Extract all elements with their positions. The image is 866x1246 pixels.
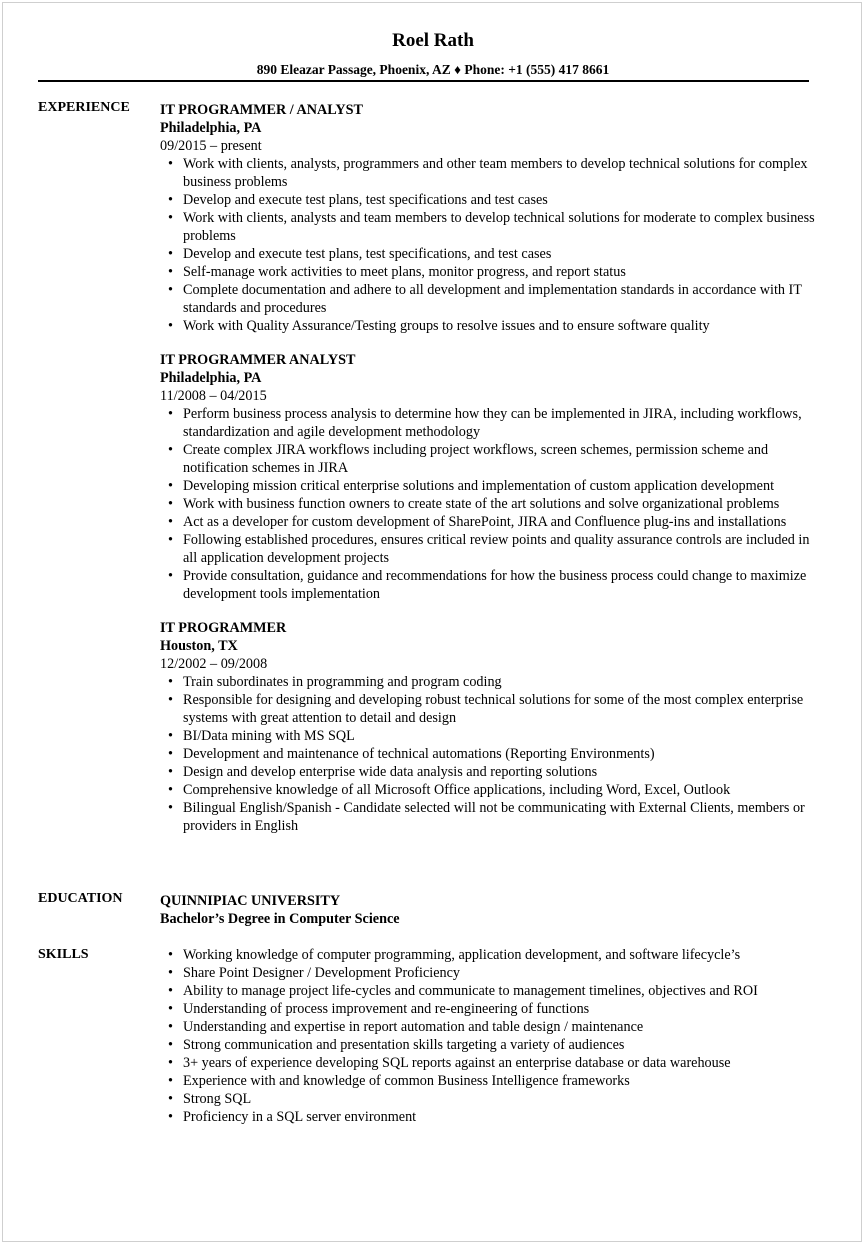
skill-item: • Ability to manage project life-cycles and communicate to management timelines, objectives and ROI <box>160 982 820 1000</box>
header-divider <box>38 80 809 82</box>
duty-item: • Develop and execute test plans, test specifications and test cases <box>160 191 820 209</box>
job-dates: 09/2015 – present <box>160 138 262 154</box>
skill-item: • Working knowledge of computer programming, application development, and software lifecycle’s <box>160 946 820 964</box>
skill-item: • Strong SQL <box>160 1090 820 1108</box>
skill-item: • Proficiency in a SQL server environment <box>160 1108 820 1126</box>
job-title: IT PROGRAMMER <box>160 620 287 636</box>
duty-item: • Complete documentation and adhere to all development and implementation standards in accordance with IT standards and procedures <box>160 281 820 317</box>
duty-item: • Act as a developer for custom development of SharePoint, JIRA and Confluence plug-ins and installations <box>160 513 820 531</box>
duty-item: • Developing mission critical enterprise solutions and implementation of custom application development <box>160 477 820 495</box>
duty-item: • Bilingual English/Spanish - Candidate selected will not be communicating with External Clients, members or providers in English <box>160 799 820 835</box>
experience-section <box>160 101 820 835</box>
school-name: QUINNIPIAC UNIVERSITY <box>160 893 341 909</box>
job-dates: 12/2002 – 09/2008 <box>160 656 268 672</box>
duty-item: • Work with clients, analysts and team members to develop technical solutions for moderate to complex business problems <box>160 209 820 245</box>
skill-item: • Strong communication and presentation skills targeting a variety of audiences <box>160 1036 820 1054</box>
duty-item: • Development and maintenance of technical automations (Reporting Environments) <box>160 745 820 763</box>
duty-item: • Comprehensive knowledge of all Microsoft Office applications, including Word, Excel, Outlook <box>160 781 820 799</box>
job-entry <box>160 351 820 603</box>
skill-item: • Experience with and knowledge of common Business Intelligence frameworks <box>160 1072 820 1090</box>
experience-heading: EXPERIENCE <box>38 100 130 115</box>
skills-section <box>160 946 820 1126</box>
duty-item: • Responsible for designing and developing robust technical solutions for some of the most complex enterprise systems with great attention to detail and design <box>160 691 820 727</box>
skill-item: • Understanding and expertise in report automation and table design / maintenance <box>160 1018 820 1036</box>
job-duties <box>160 673 820 835</box>
job-title: IT PROGRAMMER / ANALYST <box>160 102 363 118</box>
duty-item: • Perform business process analysis to determine how they can be implemented in JIRA, including workflows, standardization and agile development methodology <box>160 405 820 441</box>
duty-item: • Train subordinates in programming and program coding <box>160 673 820 691</box>
skills-list <box>160 946 820 1126</box>
duty-item: • Work with Quality Assurance/Testing groups to resolve issues and to ensure software quality <box>160 317 820 335</box>
job-entry <box>160 619 820 835</box>
duty-item: • Provide consultation, guidance and recommendations for how the business process could change to maximize development tools implementation <box>160 567 820 603</box>
duty-item: • Self-manage work activities to meet plans, monitor progress, and report status <box>160 263 820 281</box>
duty-item: • Work with business function owners to create state of the art solutions and solve organizational problems <box>160 495 820 513</box>
duty-item: • Work with clients, analysts, programmers and other team members to develop technical solutions for complex business problems <box>160 155 820 191</box>
job-location: Philadelphia, PA <box>160 120 262 136</box>
duty-item: • Develop and execute test plans, test specifications, and test cases <box>160 245 820 263</box>
skill-item: • Share Point Designer / Development Proficiency <box>160 964 820 982</box>
skills-heading: SKILLS <box>38 947 89 962</box>
job-location: Houston, TX <box>160 638 238 654</box>
education-heading: EDUCATION <box>38 891 123 906</box>
job-title: IT PROGRAMMER ANALYST <box>160 352 356 368</box>
contact-line: 890 Eleazar Passage, Phoenix, AZ ♦ Phone: +1 (555) 417 8661 <box>256 62 610 77</box>
skill-item: • Understanding of process improvement and re-engineering of functions <box>160 1000 820 1018</box>
job-duties <box>160 405 820 603</box>
candidate-name: Roel Rath <box>392 30 474 51</box>
job-location: Philadelphia, PA <box>160 370 262 386</box>
duty-item: • Design and develop enterprise wide data analysis and reporting solutions <box>160 763 820 781</box>
duty-item: • Create complex JIRA workflows including project workflows, screen schemes, permission scheme and notification schemes in JIRA <box>160 441 820 477</box>
skill-item: • 3+ years of experience developing SQL reports against an enterprise database or data warehouse <box>160 1054 820 1072</box>
degree: Bachelor’s Degree in Computer Science <box>160 911 400 927</box>
duty-item: • Following established procedures, ensures critical review points and quality assurance controls are included in all application development projects <box>160 531 820 567</box>
job-dates: 11/2008 – 04/2015 <box>160 388 267 404</box>
job-duties <box>160 155 820 335</box>
duty-item: • BI/Data mining with MS SQL <box>160 727 820 745</box>
education-section <box>160 892 820 928</box>
job-entry <box>160 101 820 335</box>
